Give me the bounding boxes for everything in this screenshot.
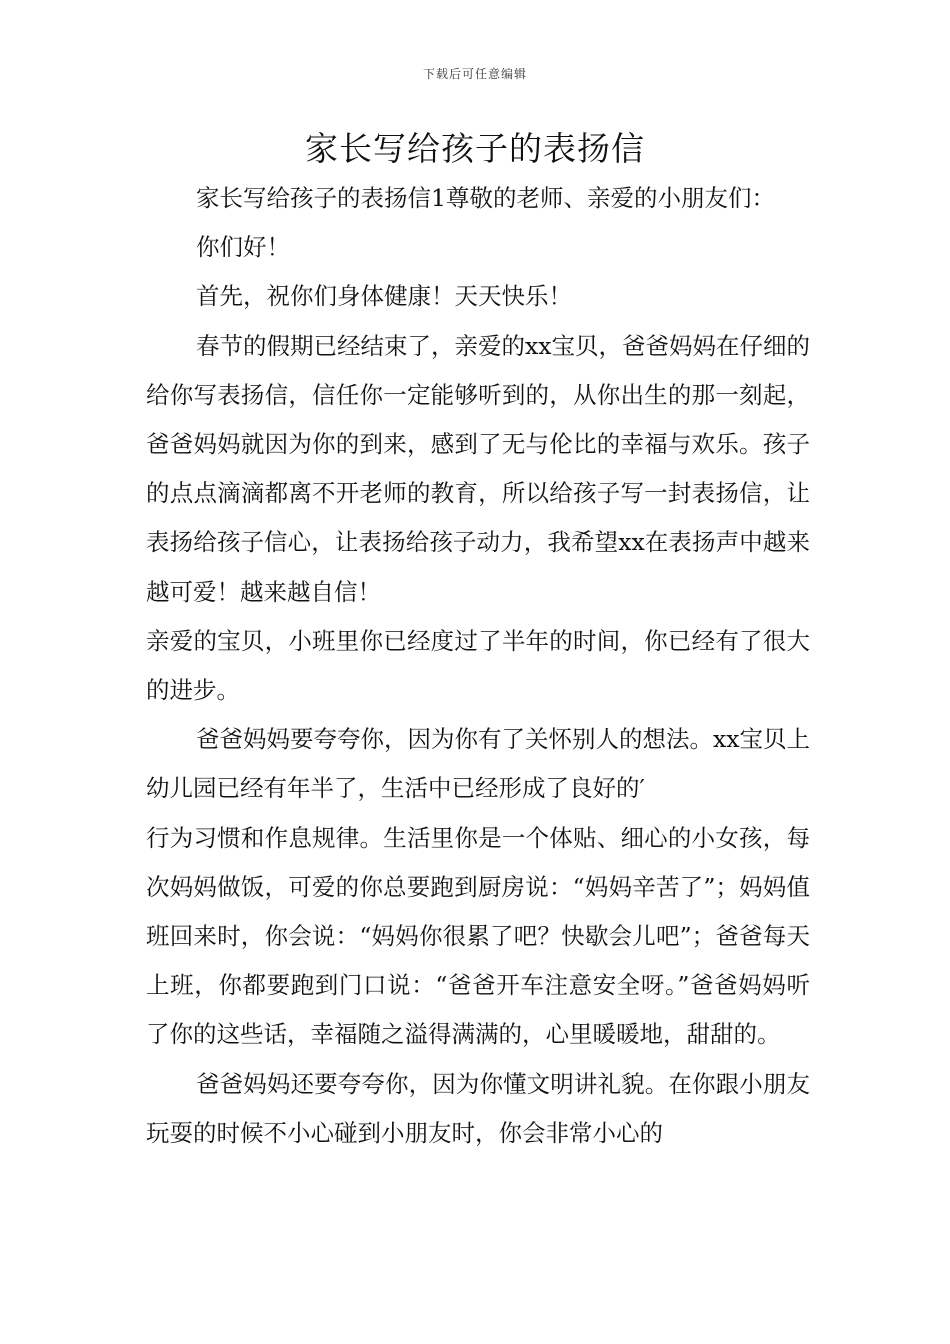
document-title: 家长写给孩子的表扬信 (305, 129, 645, 168)
paragraph-caring: 爸爸妈妈要夸夸你，因为你有了关怀别人的想法。xx宝贝上幼儿园已经有年半了，生活中已经形成了良好的′ (146, 725, 811, 803)
paragraph-opening: 家长写给孩子的表扬信1尊敬的老师、亲爱的小朋友们： (196, 184, 775, 212)
paragraph-politeness: 爸爸妈妈还要夸夸你，因为你懂文明讲礼貌。在你跟小朋友玩耍的时候不小心碰到小朋友时，你会非常小心的 (146, 1069, 810, 1147)
paragraph-habits: 行为习惯和作息规律。生活里你是一个体贴、细心的小女孩，每次妈妈做饭，可爱的你总要跑到厨房说：“妈妈辛苦了”；妈妈值班回来时，你会说：“妈妈你很累了吧？快歇会儿吧”；爸爸每天上班，你都要跑到门口说：“爸爸开车注意安全呀。”爸爸妈妈听了你的这些话，幸福随之溢得满满的，心里暖暖地，甜甜的。 (146, 823, 810, 1049)
paragraph-greeting: 你们好！ (196, 233, 290, 262)
paragraph-spring-festival: 春节的假期已经结束了，亲爱的xx宝贝，爸爸妈妈在仔细的给你写表扬信，信任你一定能够听到的，从你出生的那一刻起，爸爸妈妈就因为你的到来，感到了无与伦比的幸福与欢乐。孩子的点点滴滴都离不开老师的教育，所以给孩子写一封表扬信，让表扬给孩子信心，让表扬给孩子动力，我希望xx在表扬声中越来越可爱！越来越自信！ (146, 331, 811, 606)
document-body (146, 174, 810, 1158)
paragraph-wishes: 首先，祝你们身体健康！天天快乐！ (196, 282, 572, 311)
header-note: 下载后可任意编辑 (422, 67, 527, 81)
paragraph-progress: 亲爱的宝贝，小班里你已经度过了半年的时间，你已经有了很大的进步。 (146, 626, 810, 705)
